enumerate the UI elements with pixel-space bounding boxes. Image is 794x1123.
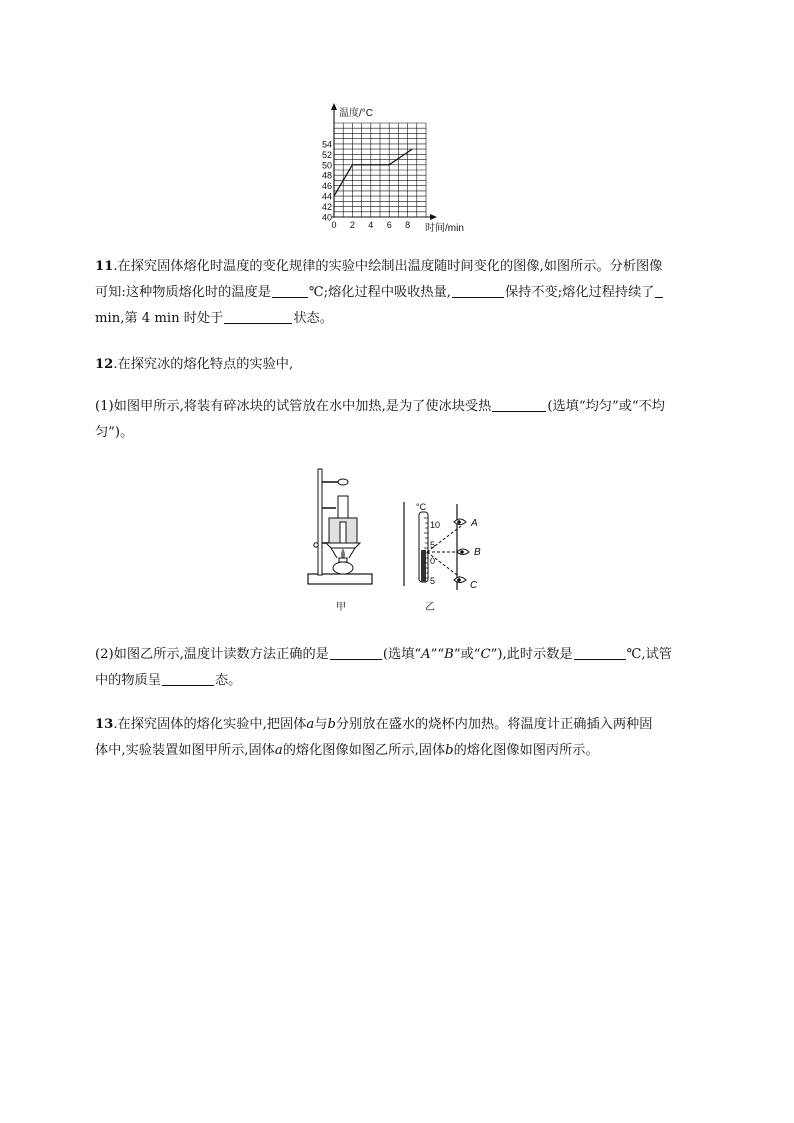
q13-text: 分别放在盛水的烧杯内加热。将温度计正确插入两种固 [335,717,653,732]
q11-text: min,第 4 min 时处于 [95,311,224,326]
option-b: B [444,647,454,662]
figure-label-yi: 乙 [425,602,435,613]
x-tick-label: 6 [386,220,392,230]
solid-a: a [274,743,283,758]
q12-text: ℃,试管 [626,647,672,662]
q12-text: (选填“ [382,647,422,662]
y-tick-label: 44 [321,191,332,202]
y-axis-arrow [331,103,337,110]
question-number: 13 [95,717,114,732]
solid-b: b [445,743,454,758]
thermometer-diagram [404,502,481,591]
eye-label-a: A [471,518,478,529]
y-tick-label: 40 [321,212,332,223]
eye-label-b: B [474,547,481,558]
answer-blank-3[interactable] [655,283,663,298]
eye-icon [454,577,466,583]
q11-text: 保持不变;熔化过程持续了 [504,285,655,300]
series-line-temperature [334,149,412,196]
question-number: 11 [95,259,114,274]
q13-text: 体中,实验装置如图甲所示,固体 [95,743,275,758]
answer-blank-1[interactable] [272,283,308,298]
answer-blank-4[interactable] [224,309,292,324]
solid-b: b [327,717,336,732]
q11-text: 可知:这种物质熔化时的温度是 [95,285,271,300]
thermometer-unit: °C [416,502,427,512]
y-tick-label: 54 [321,139,332,150]
x-axis-arrow [430,214,437,220]
q13-text: 的熔化图像如图乙所示,固体 [282,743,446,758]
eye-icon [454,519,466,525]
heating-apparatus [308,469,372,584]
q11-line1: .在探究固体熔化时温度的变化规律的实验中绘制出温度随时间变化的图像,如图所示。分析图像 [113,259,663,274]
q11-text: 状态。 [293,311,333,326]
eye-label-c: C [470,580,478,591]
answer-blank-5[interactable] [492,397,546,412]
q12-text: 态。 [214,673,242,688]
thermometer-tick-label: 0 [430,556,436,566]
option-a: A [421,647,431,662]
y-tick-label: 46 [321,181,332,192]
figure-label-jia: 甲 [336,602,346,613]
y-tick-label: 48 [321,170,332,181]
x-axis-label: 时间/min [425,223,464,234]
thermometer-tick-label: 10 [430,520,441,530]
question-11 [95,254,695,332]
x-tick-label: 2 [349,220,355,230]
q13-text: 与 [314,717,328,732]
x-tick-label: 4 [368,220,374,230]
y-tick-label: 52 [321,149,332,160]
question-13 [95,712,695,764]
y-tick-label: 42 [321,202,332,213]
q12-text: ”或“ [453,647,481,662]
q12-text: 匀”)。 [95,425,134,440]
experiment-figures [300,466,500,616]
q12-text: ”),此时示数是 [490,647,573,662]
q12-text: (1)如图甲所示,将装有碎冰块的试管放在水中加热,是为了使冰块受热 [95,399,492,414]
question-12-intro [95,352,695,378]
q12-text: 中的物质呈 [95,673,161,688]
q12-text: (2)如图乙所示,温度计读数方法正确的是 [95,647,329,662]
question-12-part-2 [95,642,695,694]
q12-text: (选填“均匀”或“不均 [547,399,665,414]
answer-blank-2[interactable] [452,283,504,298]
option-c: C [480,647,491,662]
answer-blank-7[interactable] [574,645,626,660]
x-tick-label: 0 [331,220,337,230]
y-tick-label: 50 [321,160,332,171]
thermometer-tick-label: 5 [430,540,436,550]
y-axis-label: 温度/°C [339,108,373,119]
question-12-part-1 [95,394,695,446]
question-number: 12 [95,357,114,372]
q12-text: ”“ [430,647,445,662]
q12-intro-text: .在探究冰的熔化特点的实验中, [113,357,294,372]
answer-blank-8[interactable] [162,671,214,686]
thermometer-tick-label: 5 [430,576,436,586]
chart-grid [334,123,426,217]
q13-text: 的熔化图像如图丙所示。 [453,743,599,758]
x-tick-label: 8 [405,220,411,230]
answer-blank-6[interactable] [330,645,382,660]
q11-text: ℃;熔化过程中吸收热量, [308,285,451,300]
solid-a: a [306,717,315,732]
temperature-time-chart [312,100,482,235]
q13-text: .在探究固体的熔化实验中,把固体 [113,717,307,732]
eye-icon [457,549,469,555]
